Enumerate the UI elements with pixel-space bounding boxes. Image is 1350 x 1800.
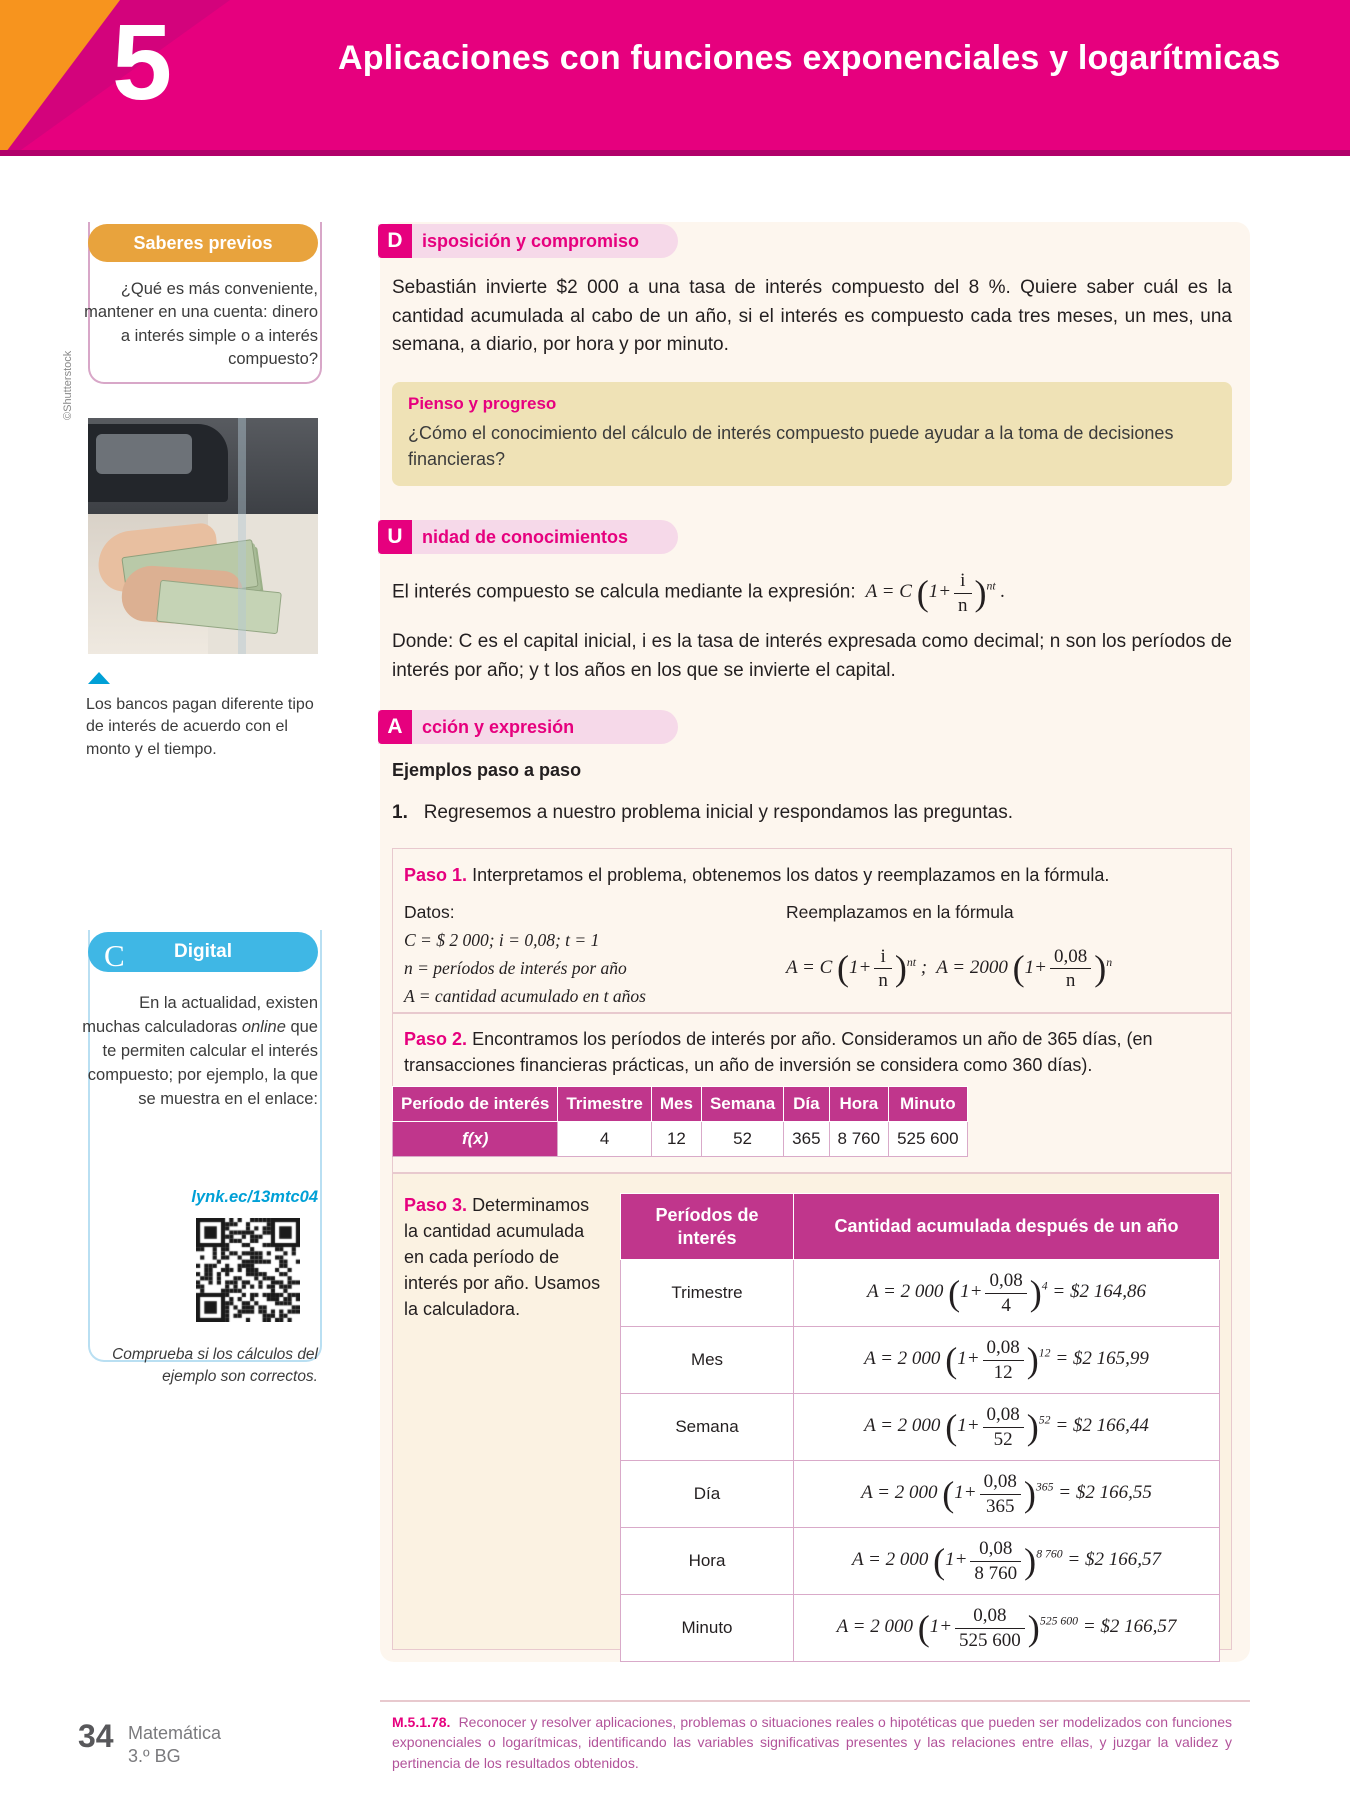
paso-1-datos — [404, 898, 734, 1010]
table-row — [621, 1394, 1220, 1461]
acum-periodo: Día — [621, 1461, 794, 1528]
table-row — [621, 1327, 1220, 1394]
paso-1-text: Interpretamos el problema, obtenemos los datos y reemplazamos en la fórmula. — [472, 865, 1110, 885]
ejemplos-title: Ejemplos paso a paso — [392, 760, 582, 780]
pienso-title: Pienso y progreso — [408, 394, 557, 413]
periodos-val-0: 4 — [558, 1122, 652, 1157]
table-row — [621, 1260, 1220, 1327]
digital-text-after: que te permiten calcular el interés compuesto; por ejemplo, la que se muestra en el enlace: — [87, 1017, 318, 1108]
table-row — [393, 1122, 968, 1157]
periodos-row-header: Período de interés — [393, 1087, 558, 1122]
chapter-number: 5 — [112, 1, 173, 122]
pienso-text: ¿Cómo el conocimiento del cálculo de interés compuesto puede ayudar a la toma de decisiones financieras? — [408, 423, 1174, 470]
section-label-unidad: nidad de conocimientos — [422, 526, 629, 547]
saberes-previos-tab — [88, 224, 318, 262]
destreza-code: M.5.1.78. — [392, 1714, 451, 1730]
acum-header-0: Períodos de interés — [621, 1194, 794, 1260]
intro-paragraph: Sebastián invierte $2 000 a una tasa de interés compuesto del 8 %. Quiere saber cuál es la cantidad acumulada al cabo de un año, si el interés es compuesto cada tres meses, un mes, una semana, a diario, por hora y por minuto. — [392, 277, 1232, 355]
digital-text-italic: online — [241, 1017, 286, 1036]
saberes-previos-label: Saberes previos — [133, 232, 273, 253]
compound-interest-formula: A = C (1+ $\frac{i}{n}$ )$^{nt}$ . — [860, 569, 1006, 616]
acum-expression: A = 2 000 (1+ $\frac{0,08}{365}$ )$^{365}$ = $2 166,55 — [794, 1461, 1220, 1528]
paso-1-reemplazo — [786, 898, 1216, 998]
saberes-previos-text: ¿Qué es más conveniente, mantener en una cuenta: dinero a interés simple o a interés compuesto? — [84, 280, 318, 369]
subject-name: Matemática — [128, 1723, 222, 1743]
example-item-1-text: Regresemos a nuestro problema inicial y respondamos las preguntas. — [423, 802, 1014, 823]
acum-periodo: Trimestre — [621, 1260, 794, 1327]
periodos-table — [392, 1086, 968, 1157]
acum-expression: A = 2 000 (1+ $\frac{0,08}{4}$ )$^4$ = $2 164,86 — [794, 1260, 1220, 1327]
page-title: Aplicaciones con funciones exponenciales y logarítmicas — [338, 39, 1281, 77]
example-item-1 — [392, 802, 1232, 824]
paso-3-label: Paso 3. — [404, 1195, 468, 1215]
datos-line-1: C = $ 2 000; i = 0,08; t = 1 — [404, 930, 600, 950]
table-row — [621, 1194, 1220, 1260]
photo-credit: ©Shutterstock — [62, 350, 74, 420]
destreza-description: Reconocer y resolver aplicaciones, problemas o situaciones reales o hipotéticas que pueden ser modelizados con funciones exponenciales o logarítmicas, identificando las variables significativas presentes y las relaciones entre ellas, y juzgar la validez y pertinencia de los resultados obtenidos. — [392, 1714, 1232, 1771]
page-header — [0, 0, 1350, 155]
acum-periodo: Semana — [621, 1394, 794, 1461]
acum-expression: A = 2 000 (1+ $\frac{0,08}{52}$ )$^{52}$ = $2 166,44 — [794, 1394, 1220, 1461]
periodos-val-2: 52 — [701, 1122, 783, 1157]
digital-label: Digital — [173, 941, 233, 962]
periodos-col-2: Semana — [701, 1087, 783, 1122]
reemplazo-title: Reemplazamos en la fórmula — [786, 902, 1014, 922]
reemplazo-formula: A = C (1+ $\frac{i}{n}$ )$^{nt}$ ; A = 2000 (1+ $\frac{0,08}{n}$ )$^n$ — [786, 945, 1113, 992]
acum-periodo: Hora — [621, 1528, 794, 1595]
section-letter-d: D — [378, 224, 412, 258]
section-tab-disposicion — [378, 224, 678, 258]
section-label-disposicion: isposición y compromiso — [422, 230, 640, 251]
table-row — [393, 1087, 968, 1122]
formula-intro-text: El interés compuesto se calcula mediante la expresión: — [392, 581, 856, 603]
periodos-col-3: Día — [784, 1087, 829, 1122]
paso-3-text: Determinamos la cantidad acumulada en cada período de interés por año. Usamos la calculadora. — [404, 1195, 601, 1320]
paso-1-title — [404, 862, 1222, 888]
caption-triangle-icon — [88, 672, 110, 684]
bank-photo — [88, 418, 318, 654]
acum-periodo: Minuto — [621, 1595, 794, 1662]
periodos-col-5: Minuto — [889, 1087, 967, 1122]
destreza-text — [392, 1712, 1232, 1773]
periodos-col-0: Trimestre — [558, 1087, 652, 1122]
acumulada-table — [620, 1193, 1220, 1662]
paso-2-label: Paso 2. — [404, 1029, 468, 1049]
paso-2-text: Encontramos los períodos de interés por año. Consideramos un año de 365 días, (en transacciones financieras prácticas, un año de inversión se considera como 360 días). — [404, 1029, 1153, 1076]
datos-line-3: A = cantidad acumulado en t años — [404, 986, 646, 1006]
periodos-val-4: 8 760 — [829, 1122, 889, 1157]
datos-line-2: n = períodos de interés por año — [404, 958, 627, 978]
photo-caption: Los bancos pagan diferente tipo de interés de acuerdo con el monto y el tiempo. — [86, 696, 314, 758]
footer-rule — [380, 1700, 1250, 1702]
example-item-1-number: 1. — [392, 802, 408, 823]
paso-2-title — [404, 1026, 1222, 1078]
datos-title: Datos: — [404, 902, 455, 922]
subject-label — [128, 1722, 221, 1769]
acum-header-1: Cantidad acumulada después de un año — [794, 1194, 1220, 1260]
header-rule — [0, 150, 1350, 156]
acum-expression: A = 2 000 (1+ $\frac{0,08}{525 600}$ )$^{525 600}$ = $2 166,57 — [794, 1595, 1220, 1662]
periodos-row-header-2: f(x) — [393, 1122, 558, 1157]
acum-expression: A = 2 000 (1+ $\frac{0,08}{8 760}$ )$^{8 760}$ = $2 166,57 — [794, 1528, 1220, 1595]
acum-expression: A = 2 000 (1+ $\frac{0,08}{12}$ )$^{12}$ = $2 165,99 — [794, 1327, 1220, 1394]
donde-paragraph: Donde: C es el capital inicial, i es la tasa de interés expresada como decimal; n son los períodos de interés por año; y t los años en los que se invierte el capital. — [392, 631, 1232, 681]
paso-1-label: Paso 1. — [404, 865, 468, 885]
digital-text — [78, 992, 318, 1112]
table-row — [621, 1595, 1220, 1662]
section-label-accion: cción y expresión — [422, 716, 575, 737]
periodos-col-1: Mes — [651, 1087, 701, 1122]
page-number: 34 — [78, 1718, 114, 1754]
pienso-y-progreso-box — [392, 382, 1232, 486]
periodos-val-1: 12 — [651, 1122, 701, 1157]
grade-name: 3.º BG — [128, 1746, 181, 1767]
periodos-col-4: Hora — [829, 1087, 889, 1122]
acum-periodo: Mes — [621, 1327, 794, 1394]
digital-link[interactable]: lynk.ec/13mtc04 — [191, 1188, 318, 1206]
digital-note: Comprueba si los cálculos del ejemplo son correctos. — [112, 1346, 318, 1385]
section-letter-a: A — [378, 710, 412, 744]
periodos-val-5: 525 600 — [889, 1122, 967, 1157]
section-tab-accion — [378, 710, 678, 744]
digital-c-icon: C — [104, 938, 125, 973]
digital-text-before: En la actualidad, existen muchas calculadoras — [82, 994, 318, 1036]
periodos-val-3: 365 — [784, 1122, 829, 1157]
section-letter-u: U — [378, 520, 412, 554]
section-tab-unidad — [378, 520, 678, 554]
qr-code[interactable] — [196, 1218, 300, 1322]
table-row — [621, 1528, 1220, 1595]
table-row — [621, 1461, 1220, 1528]
header-corner-orange — [0, 0, 120, 155]
paso-3-title — [404, 1192, 604, 1322]
formula-intro-line — [392, 566, 1232, 620]
